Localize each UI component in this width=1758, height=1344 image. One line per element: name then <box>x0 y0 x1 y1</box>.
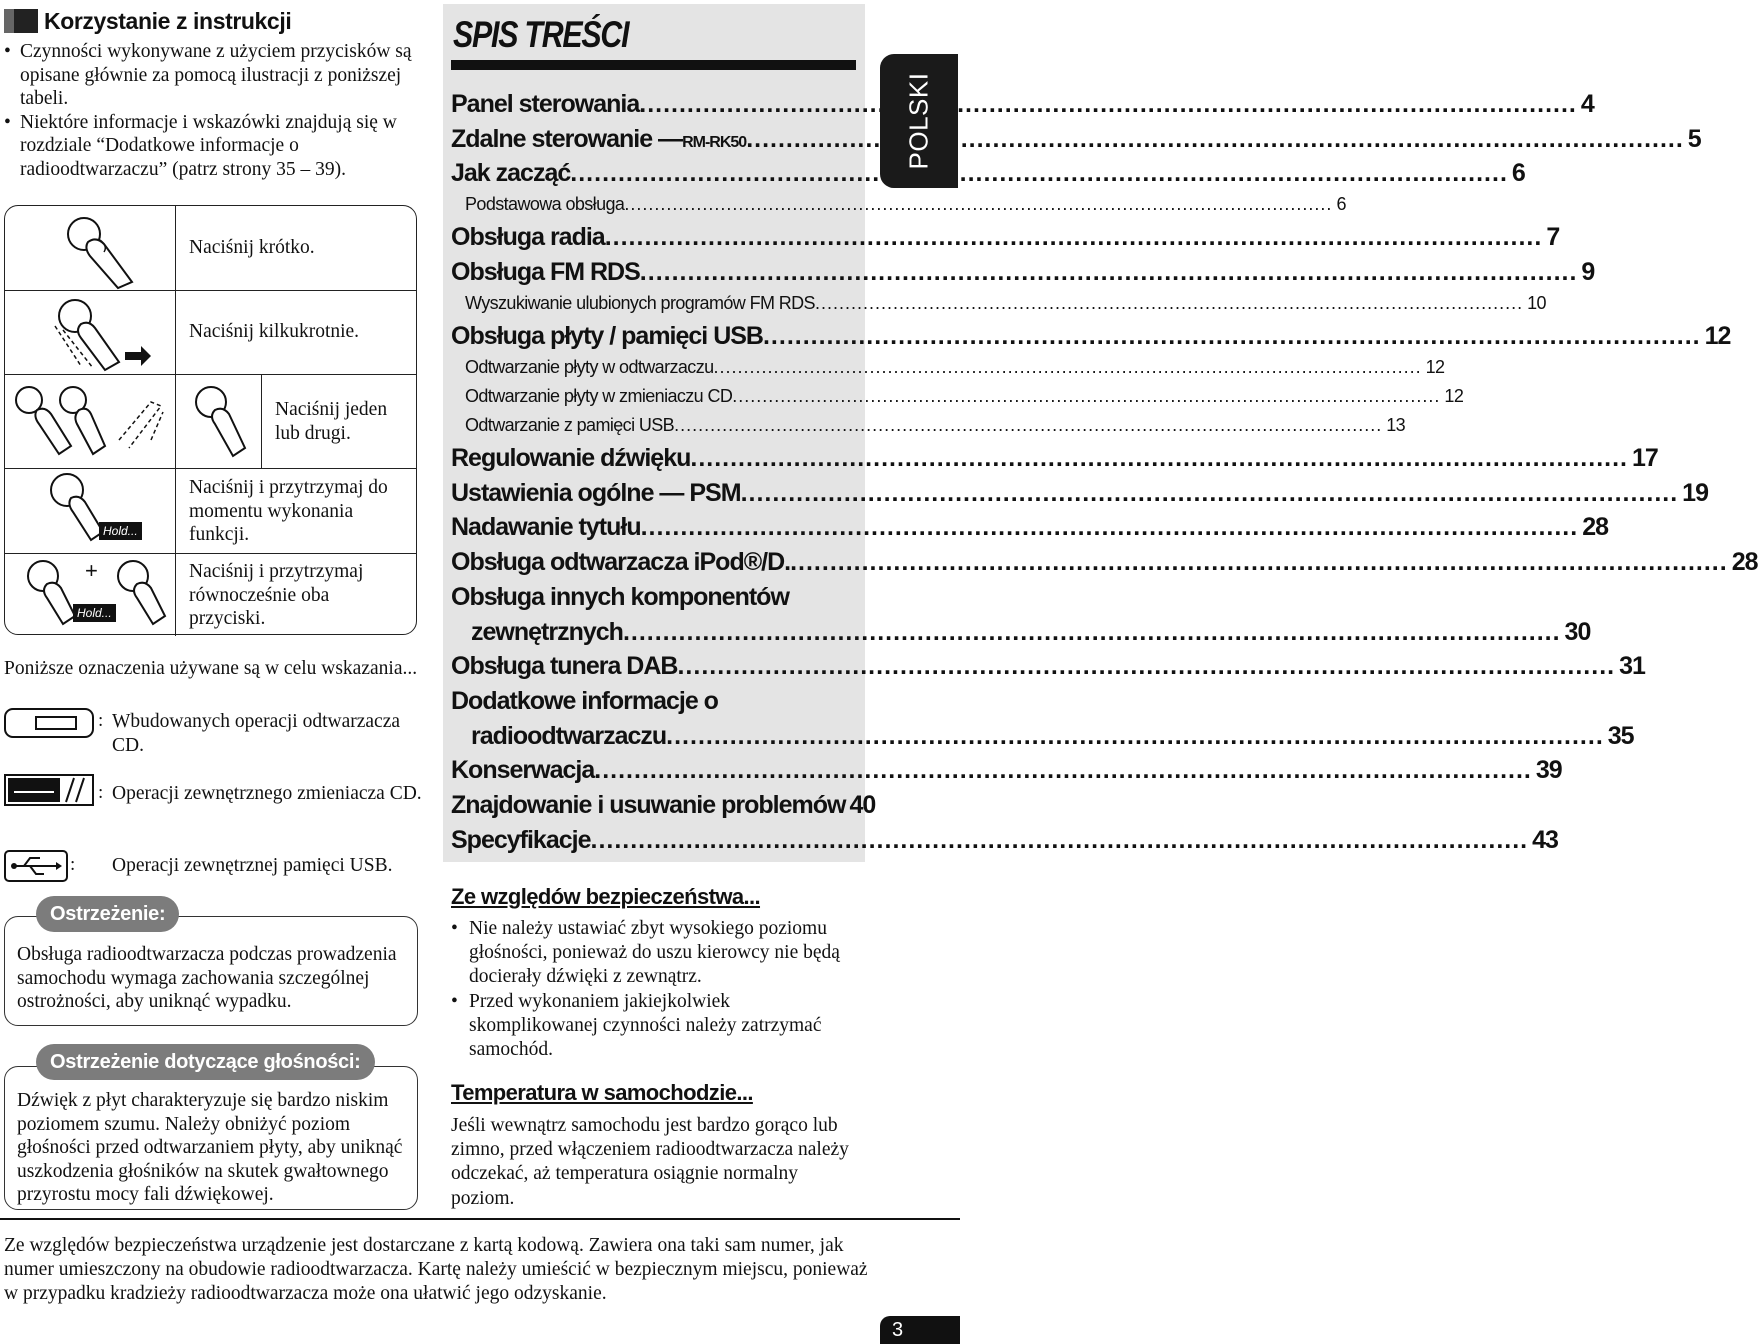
toc-entry-model: RM-RK50 <box>682 133 747 151</box>
toc-leader-dots <box>674 415 1382 436</box>
toc-entry-label: radioodtwarzaczu <box>471 721 667 750</box>
toc-entry <box>451 548 1758 583</box>
toc-page-number: 43 <box>1532 825 1558 854</box>
toc-entry-label: Obsługa tunera DAB <box>451 652 678 681</box>
caution-text: Obsługa radioodtwarzacza podczas prowadzenia samochodu wymaga zachowania szczególnej ostrożności, aby uniknąć wypadku. <box>17 944 397 1012</box>
toc-page-number: 19 <box>1682 478 1708 507</box>
toc-page-number: 4 <box>1580 90 1594 118</box>
toc-page-number: 17 <box>1631 444 1658 473</box>
usage-bullets <box>4 40 424 181</box>
footer-text: Ze względów bezpieczeństwa urządzenie jest dostarczane z kartą kodową. Zawiera ona taki sam numer, jak numer umieszczony na obudowie radioodtwarzacza. Kartę należy umieścić w bezpiecznym miejscu, ponieważ w przypadku kradzieży radioodtwarzacza może ona ułatwić jego odzyskanie. <box>4 1235 868 1304</box>
toc-page-number: 7 <box>1546 223 1560 252</box>
toc-entry-label: Regulowanie dźwięku <box>451 444 691 473</box>
toc-page-number: 39 <box>1535 756 1562 785</box>
toc-leader-dots <box>677 652 1615 681</box>
temperature-title: Temperatura w samochodzie... <box>451 1080 753 1105</box>
toc-leader-dots <box>815 293 1523 314</box>
toc-entry-label: Obsługa innych komponentów <box>451 582 789 611</box>
press-short-icon <box>60 212 150 290</box>
toc-entry-label: Podstawowa obsługa <box>465 194 625 215</box>
usage-title-text: Korzystanie z instrukcji <box>44 7 292 34</box>
mark-usb-text: Operacji zewnętrznej pamięci USB. <box>112 855 393 876</box>
toc-entry <box>451 825 1558 861</box>
legend-hold-both: Naciśnij i przytrzymaj równocześnie oba przyciski. <box>189 561 364 629</box>
toc-entry-label: Dodatkowe informacje o <box>451 686 718 715</box>
toc-leader-dots <box>690 444 1628 473</box>
changer-colon: : <box>98 782 104 803</box>
cd-colon: : <box>98 710 104 731</box>
toc-leader-dots <box>605 223 1543 252</box>
toc-entry-label: Specyfikacje <box>451 825 591 854</box>
toc-entry <box>451 721 1634 757</box>
toc-entry <box>451 617 1591 653</box>
toc-entry-label: Wyszukiwanie ulubionych programów FM RDS <box>465 292 815 313</box>
footer-divider <box>0 1218 960 1220</box>
toc-leader-dots <box>714 357 1422 378</box>
toc-entry-label: Panel sterowania <box>451 90 640 118</box>
cd-changer-icon <box>4 774 94 806</box>
toc-subentry <box>451 356 1445 386</box>
toc-subentry <box>451 292 1546 322</box>
toc-entry-label: zewnętrznych <box>471 617 623 646</box>
toc-page-number: 13 <box>1386 414 1406 435</box>
toc-leader-dots <box>732 386 1440 407</box>
safety-title: Ze względów bezpieczeństwa... <box>451 884 761 909</box>
temperature-text: Jeśli wewnątrz samochodu jest bardzo gorąco lub zimno, przed włączeniem radioodtwarzacza należy odczekać, aż temperatura osiągnie normalny poziom. <box>451 1115 849 1209</box>
toc-leader-dots <box>591 826 1529 855</box>
toc-entry-label: Odtwarzanie płyty w zmieniaczu CD <box>465 385 733 406</box>
toc-leader-dots <box>624 194 1332 215</box>
usb-icon <box>4 850 68 882</box>
toc-leader-dots <box>666 722 1604 751</box>
toc-entry <box>451 444 1658 479</box>
mark-changer-text: Operacji zewnętrznego zmieniacza CD. <box>112 783 422 804</box>
toc-leader-dots <box>763 322 1701 351</box>
caution-title: Ostrzeżenie: <box>36 896 179 932</box>
legend-press-repeat: Naciśnij kilkukrotnie. <box>189 321 360 342</box>
toc-entry-label: Nadawanie tytułu <box>451 513 641 542</box>
toc-entry <box>451 756 1562 791</box>
toc-entry-label: Obsługa FM RDS <box>451 257 640 286</box>
toc-title: SPIS TREŚCI <box>453 14 629 55</box>
press-repeat-icon <box>41 296 153 374</box>
safety-bullets <box>451 917 861 1062</box>
press-either-icon <box>11 382 255 464</box>
caution-box <box>4 916 418 1026</box>
toc-entry-label: Konserwacja <box>451 756 595 785</box>
plus-sign: + <box>85 558 98 583</box>
toc-entry <box>451 90 1594 125</box>
cd-player-icon <box>4 708 94 738</box>
toc-entry <box>451 257 1595 293</box>
toc-leader-dots <box>570 159 1508 188</box>
toc-leader-dots <box>641 513 1579 542</box>
legend-press-short: Naciśnij krótko. <box>189 237 315 258</box>
toc-subentry <box>451 385 1464 415</box>
mark-cd-text: Wbudowanych operacji odtwarzacza CD. <box>112 711 401 756</box>
toc-page-number: 30 <box>1564 617 1591 646</box>
safety-bullet-1: • Nie należy ustawiać zbyt wysokiego poziomu głośności, ponieważ do uszu kierowcy nie będą docierały dźwięki z zewnątrz. <box>451 917 861 990</box>
toc-entry-label: Znajdowanie i usuwanie problemów <box>451 790 846 819</box>
toc-leader-dots <box>741 479 1679 508</box>
toc-entry <box>451 223 1560 258</box>
toc-page-number: 28 <box>1582 513 1609 542</box>
usb-colon: : <box>70 854 76 875</box>
toc-entry-label: Jak zacząć <box>451 159 571 188</box>
toc-page-number: 12 <box>1444 385 1464 406</box>
toc-page-number: 35 <box>1607 721 1634 750</box>
legend-hold-until: Naciśnij i przytrzymaj do momentu wykonania funkcji. <box>189 477 388 545</box>
toc-page-number: 5 <box>1687 124 1701 153</box>
toc-entry <box>451 478 1708 514</box>
toc-page-number: 28 <box>1731 548 1758 577</box>
toc-entry-label: Zdalne sterowanie — <box>451 124 683 153</box>
legend-press-either: Naciśnij jeden lub drugi. <box>275 399 388 444</box>
language-tab <box>880 54 958 188</box>
hold-label-2: Hold... <box>73 604 116 622</box>
toc-entry <box>451 124 1701 160</box>
toc-entry <box>451 652 1645 687</box>
page-number: 3 <box>880 1316 960 1344</box>
toc-page-number: 12 <box>1425 356 1445 377</box>
usage-bullet-1: • Czynności wykonywane z użyciem przycisków są opisane głównie za pomocą ilustracji z poniższej tabeli. <box>4 40 424 111</box>
toc-leader-dots <box>790 548 1728 577</box>
button-legend-table <box>4 205 417 635</box>
toc-page-number: 10 <box>1527 292 1546 313</box>
toc-leader-dots <box>640 258 1578 287</box>
toc-entry-label: Obsługa odtwarzacza iPod®/D. <box>451 548 791 577</box>
section-marker-icon <box>4 9 38 33</box>
toc-entry <box>451 513 1609 548</box>
usage-section-title <box>4 6 434 36</box>
toc-page-number: 40 <box>849 790 876 819</box>
language-tab-label: POLSKI <box>903 72 934 170</box>
toc-leader-dots <box>594 756 1532 785</box>
marks-intro: Poniższe oznaczenia używane są w celu wskazania... <box>4 658 418 679</box>
toc-entry <box>451 583 857 618</box>
toc-entry <box>451 159 1525 194</box>
toc-leader-dots <box>639 90 1577 119</box>
toc-entry <box>451 321 1731 357</box>
toc-title-rule <box>451 60 856 70</box>
toc-entry <box>451 687 857 722</box>
toc-entry-label: Odtwarzanie z pamięci USB <box>465 414 675 435</box>
hold-label-1: Hold... <box>99 522 142 540</box>
toc-subentry <box>451 414 1406 444</box>
toc-entry-label: Obsługa płyty / pamięci USB <box>451 321 763 350</box>
toc-leader-dots <box>623 618 1561 647</box>
toc-page-number: 6 <box>1336 194 1346 215</box>
toc-page-number: 12 <box>1704 321 1731 350</box>
toc-entry-label: Ustawienia ogólne — PSM <box>451 478 741 507</box>
volume-warning-title: Ostrzeżenie dotyczące głośności: <box>36 1044 375 1080</box>
toc-page-number: 9 <box>1581 257 1595 286</box>
toc-subentry <box>451 194 1346 223</box>
toc-entry-label: Odtwarzanie płyty w odtwarzaczu <box>465 356 714 377</box>
toc-page-number: 6 <box>1511 159 1525 188</box>
toc-entry-label: Obsługa radia <box>451 223 605 252</box>
toc-entry <box>451 790 876 826</box>
volume-warning-text: Dźwięk z płyt charakteryzuje się bardzo niskim poziomem szumu. Należy obniżyć poziom głośności przed odtwarzaniem płyty, aby uniknąć uszkodzenia głośników na skutek gwałtownego przyrostu mocy fali dźwiękowej. <box>17 1090 403 1205</box>
usage-bullet-2: • Niektóre informacje i wskazówki znajdują się w rozdziale “Dodatkowe informacje o radioodtwarzaczu” (patrz strony 35 – 39). <box>4 111 424 182</box>
volume-warning-box <box>4 1066 418 1210</box>
toc-page-number: 31 <box>1619 652 1645 681</box>
safety-bullet-2: • Przed wykonaniem jakiejkolwiek skomplikowanej czynności należy zatrzymać samochód. <box>451 990 861 1063</box>
